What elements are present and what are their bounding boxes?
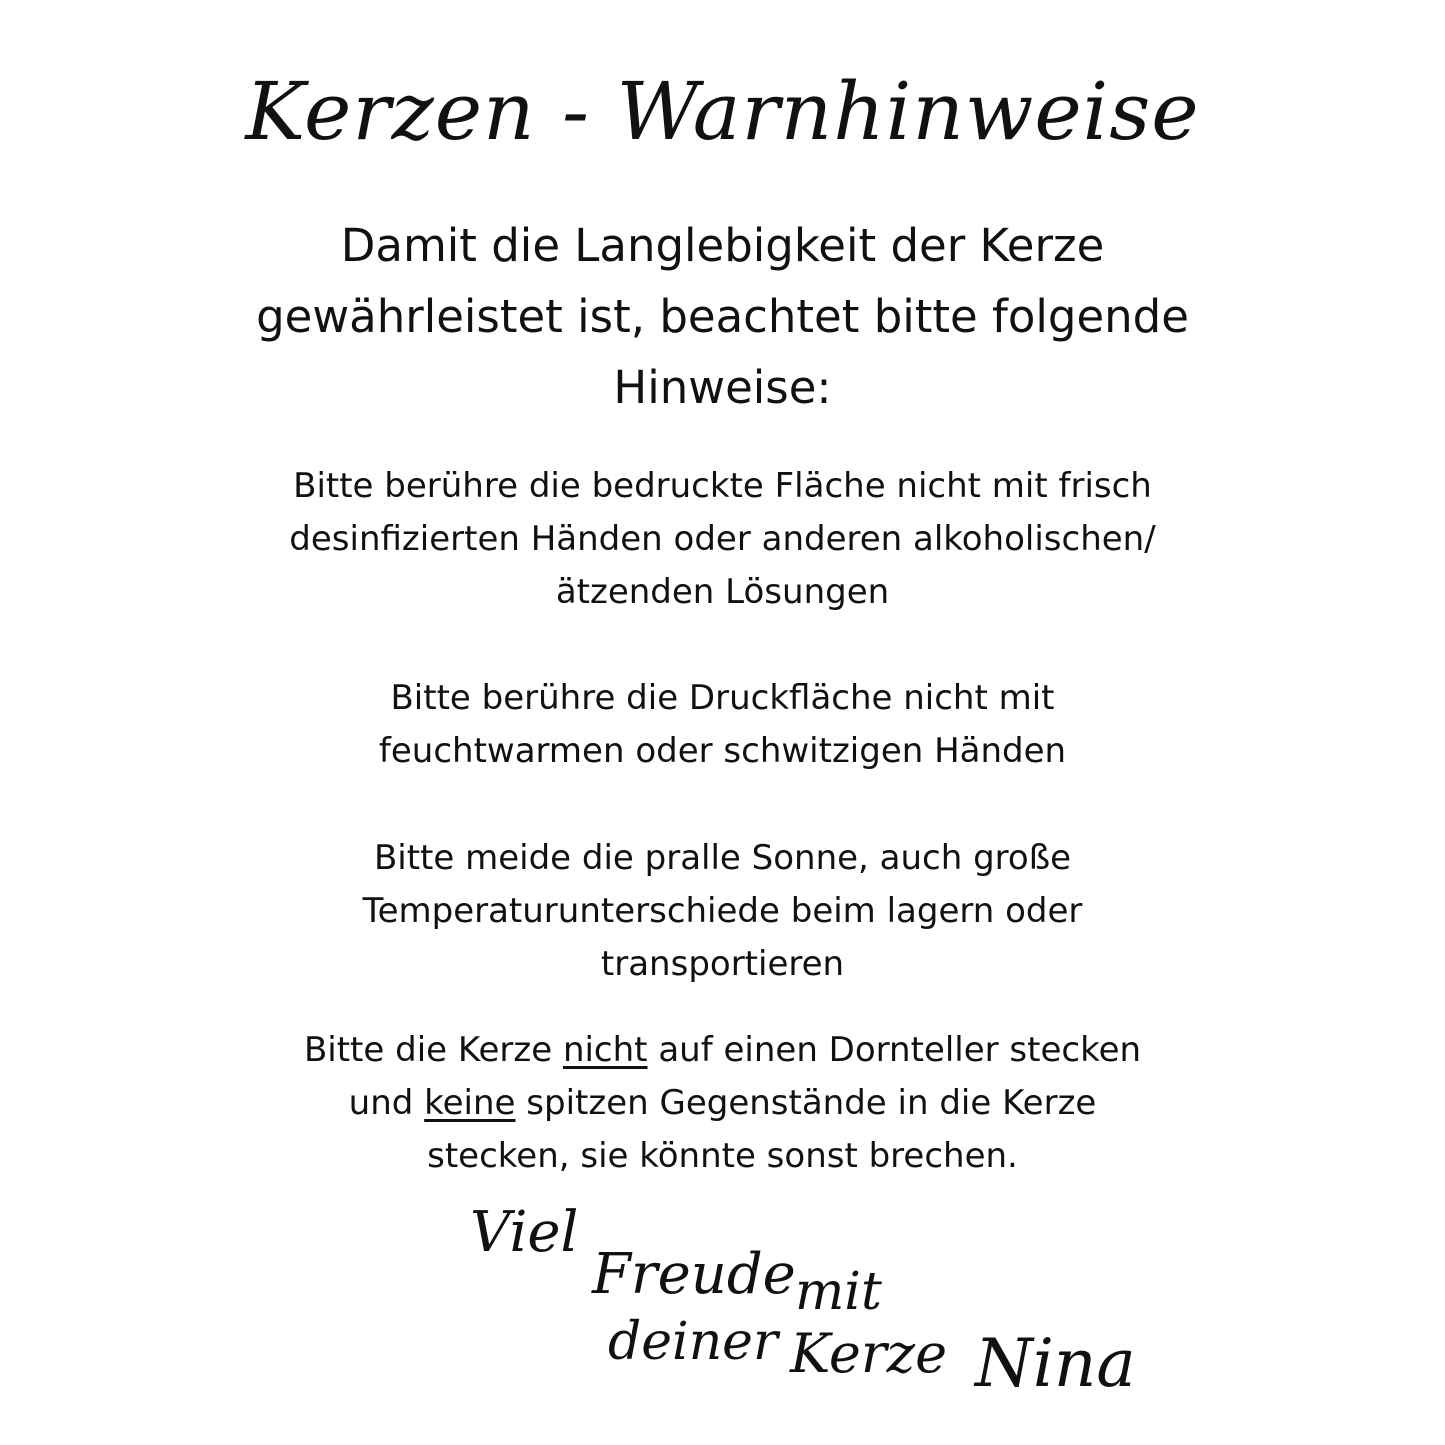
note4-part1: Bitte die Kerze	[303, 1030, 563, 1070]
note-disinfectant: Bitte berühre die bedruckte Fläche nicht mit frisch desinfizierten Händen oder anderen alkoholischen/ ätzenden Lösungen	[289, 466, 1156, 612]
closing-word-mit: mit	[795, 1262, 882, 1322]
closing-word-viel: Viel	[470, 1200, 579, 1265]
note-no-sharp-objects	[280, 1024, 1165, 1183]
note-sweaty-hands: Bitte berühre die Druckfläche nicht mit feuchtwarmen oder schwitzigen Händen	[378, 678, 1067, 771]
note-sun-temperature: Bitte meide die pralle Sonne, auch große Temperaturunterschiede beim lagern oder transportieren	[362, 838, 1083, 984]
closing-word-kerze: Kerze	[790, 1322, 948, 1385]
signature-name: Nina	[975, 1325, 1136, 1402]
note4-part3: spitzen Gegenstände in die Kerze stecken, sie könnte sonst brechen.	[427, 1083, 1097, 1176]
card-title: Kerzen - Warnhinweise	[245, 65, 1200, 158]
intro-text: Damit die Langlebigkeit der Kerze gewährleistet ist, beachtet bitte folgende Hinweise:	[256, 219, 1189, 414]
note4-part2: auf einen Dornteller stecken und	[348, 1030, 1142, 1123]
closing-word-deiner: deiner	[608, 1312, 778, 1372]
note4-underline-keine: keine	[424, 1083, 516, 1123]
closing-word-freude: Freude	[592, 1242, 796, 1307]
note4-underline-nicht: nicht	[562, 1030, 648, 1070]
